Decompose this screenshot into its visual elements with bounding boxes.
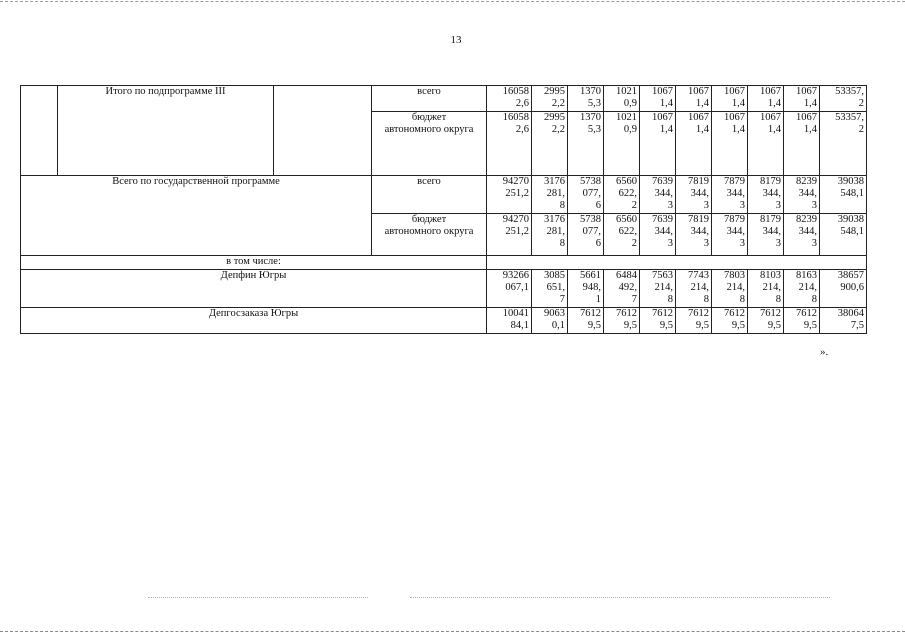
value-cell: 7612 9,5	[784, 308, 820, 334]
value-cell: 8179 344, 3	[748, 176, 784, 214]
value-cell: 8239 344, 3	[784, 214, 820, 256]
table-row	[21, 256, 867, 270]
scan-artifact-mid	[410, 597, 830, 599]
closing-quote-mark: ».	[820, 346, 829, 358]
value-cell: 6484 492, 7	[604, 270, 640, 308]
value-cell: 38064 7,5	[820, 308, 867, 334]
value-cell: 2995 2,2	[532, 86, 568, 112]
empty-cell	[21, 86, 58, 176]
value-cell: 7879 344, 3	[712, 214, 748, 256]
value-cell: 7743 214, 8	[676, 270, 712, 308]
source-cell: бюджет автономного округа	[372, 112, 487, 176]
value-cell: 94270 251,2	[487, 214, 532, 256]
value-cell: 1021 0,9	[604, 112, 640, 176]
scan-artifact-bottom	[0, 631, 905, 633]
value-cell: 3085 651, 7	[532, 270, 568, 308]
value-cell: 1067 1,4	[784, 112, 820, 176]
value-cell: 8163 214, 8	[784, 270, 820, 308]
value-cell: 1370 5,3	[568, 86, 604, 112]
value-cell: 1067 1,4	[712, 112, 748, 176]
value-cell: 7803 214, 8	[712, 270, 748, 308]
empty-cell	[274, 86, 372, 176]
value-cell: 5738 077, 6	[568, 214, 604, 256]
value-cell: 10041 84,1	[487, 308, 532, 334]
page-number: 13	[450, 34, 462, 46]
depfin-label: Депфин Югры	[21, 270, 487, 308]
value-cell: 8103 214, 8	[748, 270, 784, 308]
table-row	[21, 86, 867, 112]
value-cell: 1021 0,9	[604, 86, 640, 112]
program-total-label: Всего по государственной программе	[21, 176, 372, 256]
value-cell: 7639 344, 3	[640, 214, 676, 256]
value-cell: 1067 1,4	[640, 86, 676, 112]
scan-artifact-top	[0, 1, 905, 3]
value-cell: 7612 9,5	[568, 308, 604, 334]
empty-cell	[487, 256, 867, 270]
value-cell: 39038 548,1	[820, 214, 867, 256]
value-cell: 9063 0,1	[532, 308, 568, 334]
value-cell: 8179 344, 3	[748, 214, 784, 256]
source-cell: всего	[372, 86, 487, 112]
value-cell: 1067 1,4	[748, 112, 784, 176]
budget-table	[20, 85, 867, 334]
value-cell: 3176 281, 8	[532, 214, 568, 256]
value-cell: 7639 344, 3	[640, 176, 676, 214]
value-cell: 1067 1,4	[676, 112, 712, 176]
value-cell: 7563 214, 8	[640, 270, 676, 308]
value-cell: 1067 1,4	[712, 86, 748, 112]
value-cell: 7612 9,5	[604, 308, 640, 334]
value-cell: 39038 548,1	[820, 176, 867, 214]
value-cell: 93266 067,1	[487, 270, 532, 308]
value-cell: 7612 9,5	[640, 308, 676, 334]
value-cell: 1067 1,4	[748, 86, 784, 112]
value-cell: 7819 344, 3	[676, 176, 712, 214]
including-label: в том числе:	[21, 256, 487, 270]
value-cell: 7612 9,5	[712, 308, 748, 334]
source-cell: бюджет автономного округа	[372, 214, 487, 256]
table-row	[21, 308, 867, 334]
value-cell: 5738 077, 6	[568, 176, 604, 214]
value-cell: 3176 281, 8	[532, 176, 568, 214]
value-cell: 53357, 2	[820, 86, 867, 112]
source-cell: всего	[372, 176, 487, 214]
table-row	[21, 270, 867, 308]
value-cell: 94270 251,2	[487, 176, 532, 214]
value-cell: 1067 1,4	[676, 86, 712, 112]
value-cell: 16058 2,6	[487, 86, 532, 112]
value-cell: 7879 344, 3	[712, 176, 748, 214]
value-cell: 7612 9,5	[748, 308, 784, 334]
value-cell: 7612 9,5	[676, 308, 712, 334]
value-cell: 6560 622, 2	[604, 176, 640, 214]
value-cell: 5661 948, 1	[568, 270, 604, 308]
value-cell: 6560 622, 2	[604, 214, 640, 256]
table-row	[21, 176, 867, 214]
value-cell: 7819 344, 3	[676, 214, 712, 256]
value-cell: 38657 900,6	[820, 270, 867, 308]
value-cell: 1067 1,4	[640, 112, 676, 176]
value-cell: 1370 5,3	[568, 112, 604, 176]
scan-artifact-mid	[148, 597, 368, 599]
subprogram-total-label: Итого по подпрограмме III	[58, 86, 274, 176]
value-cell: 1067 1,4	[784, 86, 820, 112]
value-cell: 53357, 2	[820, 112, 867, 176]
depgoszakaz-label: Депгосзаказа Югры	[21, 308, 487, 334]
value-cell: 2995 2,2	[532, 112, 568, 176]
value-cell: 16058 2,6	[487, 112, 532, 176]
value-cell: 8239 344, 3	[784, 176, 820, 214]
